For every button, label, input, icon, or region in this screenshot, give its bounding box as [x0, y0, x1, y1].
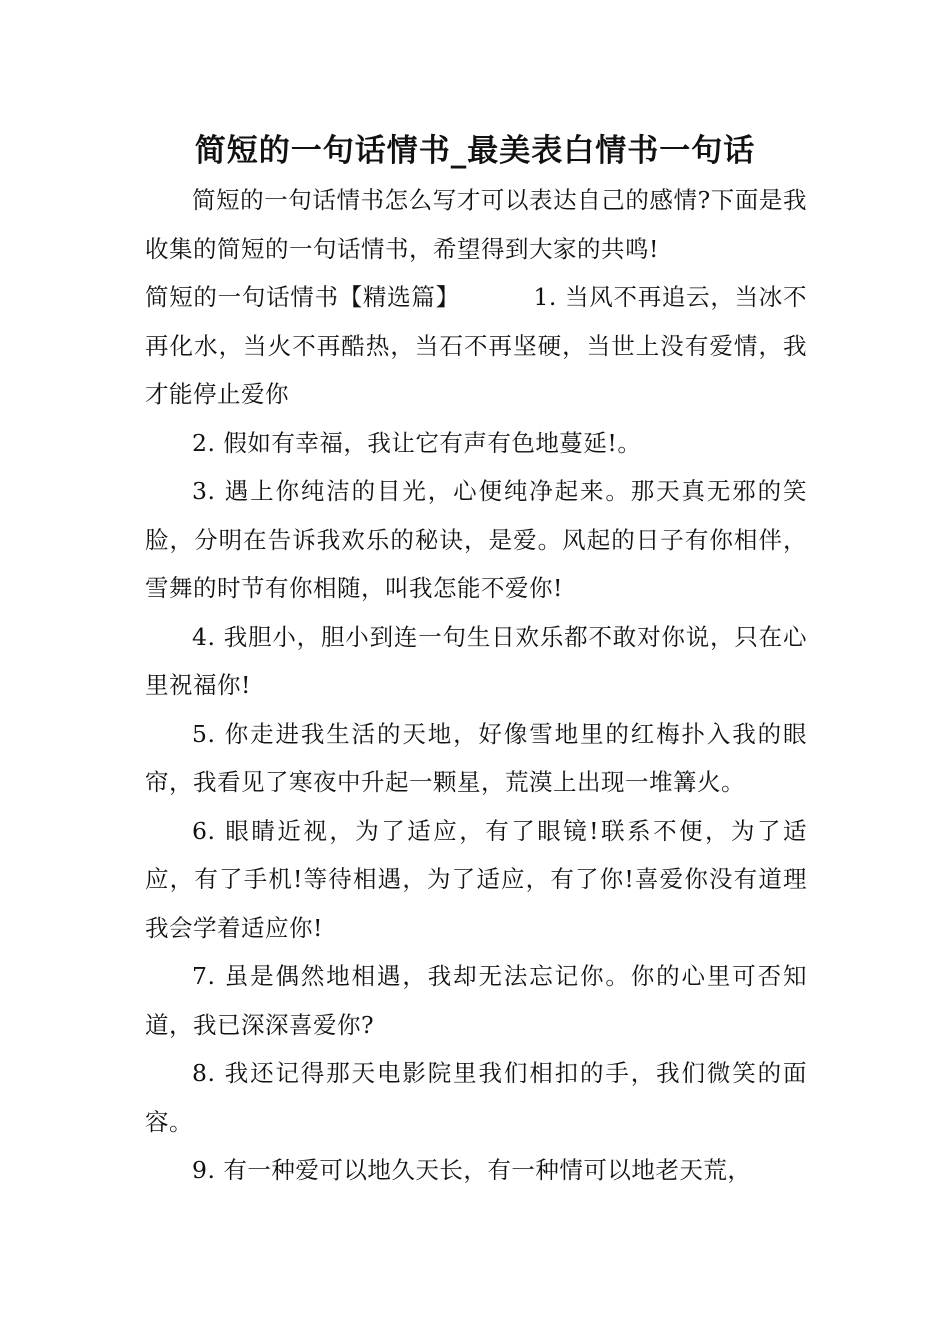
document-body	[145, 176, 807, 1195]
section-paragraph	[145, 273, 807, 419]
love-line-2: 2. 假如有幸福，我让它有声有色地蔓延!。	[192, 428, 642, 457]
love-line-4: 4. 我胆小，胆小到连一句生日欢乐都不敢对你说，只在心里祝福你!	[145, 622, 807, 699]
document-title: 简短的一句话情书_最美表白情书一句话	[194, 133, 756, 169]
love-line-7: 7. 虽是偶然地相遇，我却无法忘记你。你的心里可否知道，我已深深喜爱你?	[145, 962, 808, 1039]
love-line-6: 6. 眼睛近视，为了适应，有了眼镜!联系不便，为了适应，有了手机!等待相遇，为了适应，有了你!喜爱你没有道理我会学着适应你!	[145, 816, 807, 942]
section-heading: 简短的一句话情书【精选篇】	[145, 283, 460, 311]
love-line-5: 5. 你走进我生活的天地，好像雪地里的红梅扑入我的眼帘，我看见了寒夜中升起一颗星，荒漠上出现一堆篝火。	[145, 719, 808, 796]
love-line-1: 1. 当风不再追云，当冰不再化水，当火不再酷热，当石不再坚硬，当世上没有爱情，我才能停止爱你	[145, 283, 808, 408]
section-gap	[460, 283, 534, 311]
intro-paragraph: 简短的一句话情书怎么写才可以表达自己的感情?下面是我收集的简短的一句话情书，希望得到大家的共鸣!	[145, 186, 807, 263]
love-line-8: 8. 我还记得那天电影院里我们相扣的手，我们微笑的面容。	[145, 1059, 808, 1136]
love-line-3: 3. 遇上你纯洁的目光，心便纯净起来。那天真无邪的笑脸，分明在告诉我欢乐的秘诀，是爱。风起的日子有你相伴，雪舞的时节有你相随，叫我怎能不爱你!	[145, 477, 808, 602]
love-line-9: 9. 有一种爱可以地久天长，有一种情可以地老天荒，	[192, 1156, 752, 1184]
